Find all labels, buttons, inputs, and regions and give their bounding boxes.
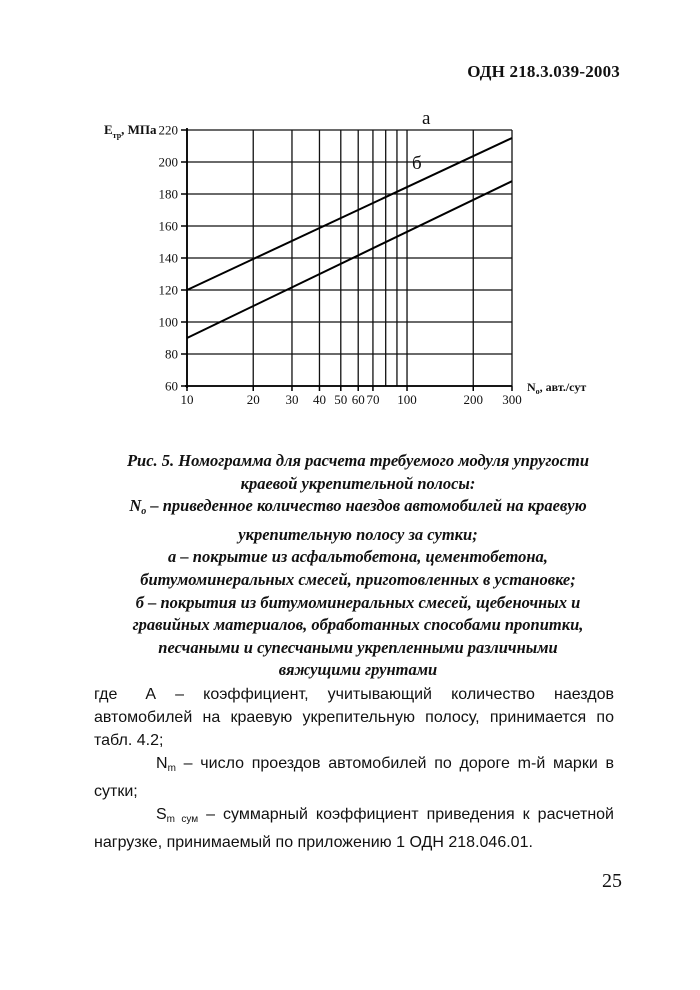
x-tick-label: 300 [502, 392, 522, 407]
body-text [94, 683, 614, 854]
variable-symbol: S [156, 806, 167, 823]
y-tick-label: 120 [158, 282, 178, 298]
paragraph-line [94, 683, 614, 706]
variable-symbol: N [156, 755, 168, 772]
x-tick-label: 50 [334, 392, 348, 407]
caption-title: Рис. 5. Номограмма для расчета требуемого модуля упругости [126, 451, 590, 470]
paragraph-text: – число проездов автомобилей по дороге m-й марки в [175, 755, 614, 772]
caption-symbol-sub: о [141, 506, 147, 518]
y-tick-label: 140 [158, 250, 178, 266]
chart-labels [104, 122, 586, 407]
x-tick-label: 200 [463, 392, 484, 407]
series-label-b: б [412, 153, 422, 175]
paragraph-line: табл. 4.2; [94, 732, 164, 749]
paragraph-line [94, 803, 614, 831]
y-tick-label: 60 [165, 378, 178, 394]
x-tick-label: 60 [351, 392, 365, 407]
y-tick-label: 180 [158, 186, 178, 202]
paragraph-line [94, 752, 614, 780]
caption-line [78, 495, 638, 524]
x-tick-label: 20 [246, 392, 260, 407]
caption-line: укрепительную полосу за сутки; [238, 524, 478, 544]
caption-line: гравийных материалов, обработанных способами пропитки, [132, 615, 584, 635]
x-tick-label: 30 [285, 392, 299, 407]
paragraph-line: сутки; [94, 783, 138, 800]
caption-symbol: N [129, 496, 142, 516]
y-axis-label: $Е_{тр}$, МПа [104, 122, 157, 140]
y-tick-label: 100 [158, 314, 178, 330]
y-tick-label: 220 [158, 122, 178, 138]
x-tick-label: 100 [397, 392, 417, 407]
y-tick-label: 80 [165, 346, 178, 362]
where-word: где [94, 686, 118, 703]
y-tick-label: 200 [158, 154, 178, 170]
paragraph-text: А – коэффициент, учитывающий количество наездов [145, 686, 614, 703]
caption-line: битумоминеральных смесей, приготовленных в установке; [140, 569, 576, 589]
figure-caption [78, 450, 638, 682]
x-tick-label: 40 [312, 392, 326, 407]
paragraph-line: нагрузке, принимаемый по приложению 1 ОДН 218.046.01. [94, 834, 533, 851]
chart-grid [187, 130, 512, 386]
series-label-a: а [422, 108, 431, 129]
caption-line: а – покрытие из асфальтобетона, цементобетона, [168, 547, 548, 567]
caption-line: б – покрытия из битумоминеральных смесей, щебеночных и [135, 592, 581, 612]
paragraph-text: – суммарный коэффициент приведения к расчетной [198, 806, 614, 823]
caption-line: вяжущими грунтами [278, 660, 438, 680]
page-number: 25 [602, 870, 622, 892]
x-axis-label: $N_о$, авт./сут [527, 380, 587, 396]
nomogram-chart [0, 0, 700, 420]
document-code-header: ОДН 218.3.039-2003 [467, 62, 620, 81]
y-tick-label: 160 [158, 218, 178, 234]
series-line-a [187, 138, 512, 290]
caption-line: краевой укрепительной полосы: [240, 473, 476, 493]
variable-sub: m сум [166, 814, 199, 825]
paragraph-line: автомобилей на краевую укрепительную полосу, принимается по [94, 709, 614, 726]
x-tick-label: 10 [180, 392, 194, 407]
series-line-b [187, 181, 512, 338]
caption-line: песчаными и супесчаными укрепленными различными [158, 637, 558, 657]
caption-text: – приведенное количество наездов автомобилей на краевую [146, 496, 587, 516]
chart-series [187, 108, 512, 338]
chart-axes [181, 128, 512, 391]
variable-sub: m [167, 763, 176, 774]
x-tick-label: 70 [366, 392, 380, 407]
